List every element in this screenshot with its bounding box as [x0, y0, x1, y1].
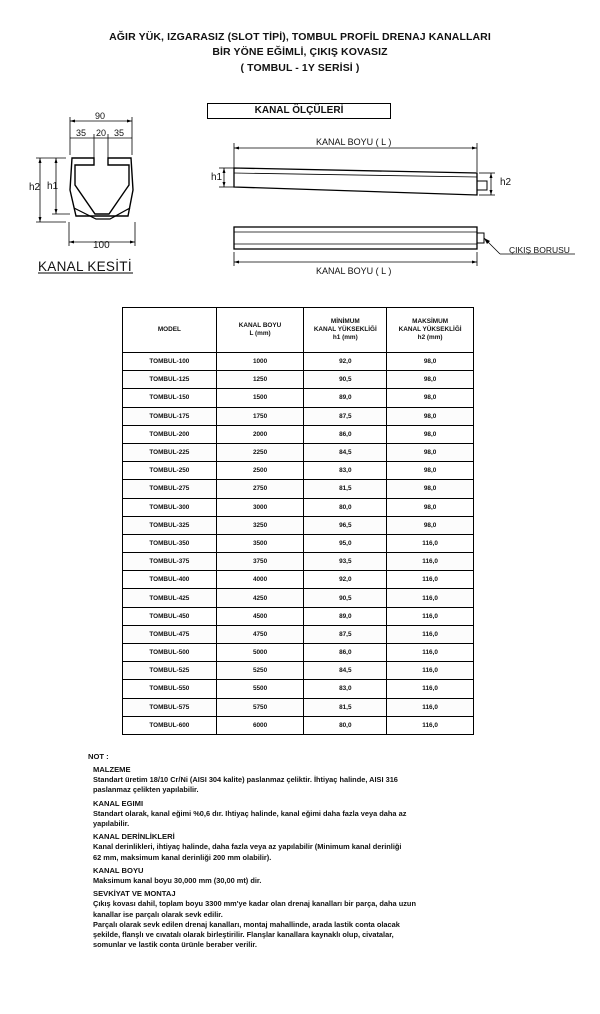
table-row: [123, 625, 474, 643]
note-text-line: Maksimum kanal boyu 30,000 mm (30,00 mt) dir.: [93, 876, 262, 886]
note-heading: KANAL DERİNLİKLERİ: [93, 832, 175, 842]
cell-h2: 116,0: [387, 589, 474, 607]
cell-h1: 92,0: [304, 571, 387, 589]
dim-width-top: 90: [95, 111, 106, 121]
cell-h2: 116,0: [387, 644, 474, 662]
cell-h1: 84,5: [304, 662, 387, 680]
cell-h1: 93,5: [304, 553, 387, 571]
cell-h1: 95,0: [304, 534, 387, 552]
document-title-line-1: AĞIR YÜK, IZGARASIZ (SLOT TİPİ), TOMBUL PROFİL DRENAJ KANALLARI: [109, 31, 491, 43]
dim-seg-mid: 20: [96, 128, 107, 138]
cell-h1: 81,5: [304, 480, 387, 498]
table-row: [123, 425, 474, 443]
table-row: [123, 371, 474, 389]
table-row: [123, 644, 474, 662]
header-kanal-boyu-l1: KANAL BOYU: [238, 322, 282, 329]
cell-kanal-boyu: 3000: [216, 498, 304, 516]
cell-model: TOMBUL-600: [123, 716, 217, 734]
dim-seg-right: 35: [114, 128, 125, 138]
header-kanal-boyu: [216, 308, 304, 353]
cell-h2: 98,0: [387, 516, 474, 534]
kanal-olculeri-title: KANAL ÖLÇÜLERİ: [207, 103, 391, 119]
cell-h2: 116,0: [387, 625, 474, 643]
dim-seg-left: 35: [76, 128, 87, 138]
notes-section: [93, 762, 513, 950]
header-kanal-boyu-l2: L (mm): [249, 330, 271, 337]
cell-kanal-boyu: 5750: [216, 698, 304, 716]
cell-h1: 83,0: [304, 680, 387, 698]
note-heading: MALZEME: [93, 765, 131, 774]
cell-kanal-boyu: 5000: [216, 644, 304, 662]
cell-h1: 83,0: [304, 462, 387, 480]
cell-kanal-boyu: 5250: [216, 662, 304, 680]
cell-h2: 98,0: [387, 480, 474, 498]
table-row: [123, 680, 474, 698]
cell-model: TOMBUL-475: [123, 625, 217, 643]
side-h2-label: h2: [500, 177, 512, 188]
cell-h1: 86,0: [304, 425, 387, 443]
cell-model: TOMBUL-200: [123, 425, 217, 443]
header-min-l1: MİNİMUM: [330, 318, 360, 325]
cell-model: TOMBUL-375: [123, 553, 217, 571]
cell-kanal-boyu: 3500: [216, 534, 304, 552]
cell-model: TOMBUL-450: [123, 607, 217, 625]
header-min-l3: h1 (mm): [332, 334, 358, 341]
cell-model: TOMBUL-400: [123, 571, 217, 589]
header-max-height: [387, 308, 474, 353]
cell-kanal-boyu: 1250: [216, 371, 304, 389]
side-view-drawing: [0, 0, 600, 300]
header-max-l3: h2 (mm): [417, 334, 443, 341]
cell-kanal-boyu: 1500: [216, 389, 304, 407]
header-min-l2: KANAL YÜKSEKLİĞİ: [313, 326, 377, 333]
cell-h2: 116,0: [387, 716, 474, 734]
note-text-line: Çıkış kovası dahil, toplam boyu 3300 mm'ye kadar olan drenaj kanalları bir parça, daha uzun: [93, 899, 416, 909]
table-row: [123, 389, 474, 407]
table-row: [123, 698, 474, 716]
cell-h1: 86,0: [304, 644, 387, 662]
cell-kanal-boyu: 4750: [216, 625, 304, 643]
note-heading: KANAL BOYU: [93, 865, 144, 875]
cell-h2: 98,0: [387, 443, 474, 461]
cell-model: TOMBUL-500: [123, 644, 217, 662]
cell-h2: 116,0: [387, 534, 474, 552]
header-model-text: MODEL: [157, 326, 181, 333]
cell-h2: 98,0: [387, 353, 474, 371]
cell-kanal-boyu: 2500: [216, 462, 304, 480]
side-h1-label: h1: [211, 172, 223, 183]
header-max-l1: MAKSİMUM: [412, 318, 449, 325]
note-text-line: kanallar ise parçalı olarak sevk edilir.: [93, 909, 223, 919]
table-header-row: [123, 308, 474, 353]
note-heading: KANAL EGIMI: [93, 798, 144, 808]
cell-h2: 98,0: [387, 407, 474, 425]
cell-h2: 98,0: [387, 462, 474, 480]
dim-h1-label: h1: [47, 181, 59, 192]
cell-h2: 98,0: [387, 389, 474, 407]
cell-model: TOMBUL-100: [123, 353, 217, 371]
cell-model: TOMBUL-225: [123, 443, 217, 461]
header-min-height: [304, 308, 387, 353]
cell-h2: 116,0: [387, 607, 474, 625]
cell-h2: 116,0: [387, 698, 474, 716]
cell-h1: 80,0: [304, 716, 387, 734]
cell-kanal-boyu: 5500: [216, 680, 304, 698]
table-row: [123, 716, 474, 734]
cell-model: TOMBUL-175: [123, 407, 217, 425]
cell-kanal-boyu: 2000: [216, 425, 304, 443]
cell-h1: 89,0: [304, 607, 387, 625]
document-title-line-2: BİR YÖNE EĞİMLİ, ÇIKIŞ KOVASIZ: [212, 46, 388, 58]
cell-h2: 98,0: [387, 425, 474, 443]
note-text-line: Parçalı olarak sevk edilen drenaj kanalları, montaj mahallinde, arada lastik conta olacak: [93, 919, 400, 929]
cell-h1: 92,0: [304, 353, 387, 371]
note-text-line: şekilde, flanşlı ve cıvatalı olarak birleştirilir. Flanşlar kanallara kaynaklı olup, civatalar,: [93, 930, 394, 940]
note-text-line: somunlar ve lastik conta ürünle beraber verilir.: [93, 940, 257, 950]
cell-h1: 90,5: [304, 371, 387, 389]
cell-model: TOMBUL-575: [123, 698, 217, 716]
note-text-line: Standart üretim 18/10 Cr/Ni (AISI 304 kalite) paslanmaz çeliktir. İhtiyaç halinde, AISI 316: [93, 775, 398, 785]
table-row: [123, 516, 474, 534]
cell-kanal-boyu: 4250: [216, 589, 304, 607]
cell-kanal-boyu: 3250: [216, 516, 304, 534]
cell-model: TOMBUL-350: [123, 534, 217, 552]
header-model: [123, 308, 217, 353]
cell-model: TOMBUL-550: [123, 680, 217, 698]
kanal-boyu-top-label: KANAL BOYU ( L ): [316, 137, 392, 147]
table-row: [123, 480, 474, 498]
cell-kanal-boyu: 2250: [216, 443, 304, 461]
cell-h2: 116,0: [387, 553, 474, 571]
cell-h1: 87,5: [304, 407, 387, 425]
kanal-kesiti-caption: KANAL KESİTİ: [38, 259, 132, 274]
note-heading: SEVKİYAT VE MONTAJ: [93, 889, 176, 899]
cell-model: TOMBUL-300: [123, 498, 217, 516]
cell-h1: 87,5: [304, 625, 387, 643]
cell-kanal-boyu: 4000: [216, 571, 304, 589]
cell-h1: 84,5: [304, 443, 387, 461]
cell-h1: 96,5: [304, 516, 387, 534]
note-text-line: Standart olarak, kanal eğimi %0,6 dır. Ihtiyaç halinde, kanal eğimi daha fazla veya daha az: [93, 808, 407, 818]
cell-model: TOMBUL-250: [123, 462, 217, 480]
document-series-title: ( TOMBUL - 1Y SERİSİ ): [240, 62, 360, 74]
table-row: [123, 498, 474, 516]
cell-h1: 80,0: [304, 498, 387, 516]
cell-h2: 98,0: [387, 371, 474, 389]
cell-kanal-boyu: 1000: [216, 353, 304, 371]
cell-kanal-boyu: 1750: [216, 407, 304, 425]
cell-h2: 116,0: [387, 571, 474, 589]
cell-h2: 116,0: [387, 662, 474, 680]
table-row: [123, 534, 474, 552]
table-row: [123, 589, 474, 607]
table-row: [123, 407, 474, 425]
dimensions-table: [122, 307, 474, 735]
cell-kanal-boyu: 3750: [216, 553, 304, 571]
cell-h1: 89,0: [304, 389, 387, 407]
cell-h2: 116,0: [387, 680, 474, 698]
table-row: [123, 662, 474, 680]
cell-model: TOMBUL-525: [123, 662, 217, 680]
cell-model: TOMBUL-425: [123, 589, 217, 607]
cell-h2: 98,0: [387, 498, 474, 516]
kanal-boyu-bottom-label: KANAL BOYU ( L ): [316, 266, 392, 276]
table-row: [123, 553, 474, 571]
cell-model: TOMBUL-125: [123, 371, 217, 389]
cell-model: TOMBUL-150: [123, 389, 217, 407]
note-text-line: yapılabilir.: [93, 819, 130, 829]
note-text-line: 62 mm, maksimum kanal derinliği 200 mm olabilir).: [93, 852, 272, 862]
table-row: [123, 462, 474, 480]
table-row: [123, 353, 474, 371]
dim-width-bottom: 100: [93, 240, 110, 251]
cell-model: TOMBUL-325: [123, 516, 217, 534]
cell-h1: 90,5: [304, 589, 387, 607]
notes-label: NOT :: [88, 752, 109, 761]
cell-h1: 81,5: [304, 698, 387, 716]
cell-kanal-boyu: 6000: [216, 716, 304, 734]
cell-model: TOMBUL-275: [123, 480, 217, 498]
dim-h2-label: h2: [29, 182, 41, 193]
cikis-borusu-label: ÇIKIŞ BORUSU: [509, 245, 570, 255]
cell-kanal-boyu: 2750: [216, 480, 304, 498]
table-row: [123, 607, 474, 625]
table-row: [123, 443, 474, 461]
header-max-l2: KANAL YÜKSEKLİĞİ: [398, 326, 462, 333]
table-row: [123, 571, 474, 589]
cell-kanal-boyu: 4500: [216, 607, 304, 625]
note-text-line: paslanmaz çelikten yapılabilir.: [93, 785, 199, 795]
note-text-line: Kanal derinlikleri, ihtiyaç halinde, daha fazla veya az yapılabilir (Minimum kanal derinliği: [93, 842, 402, 852]
